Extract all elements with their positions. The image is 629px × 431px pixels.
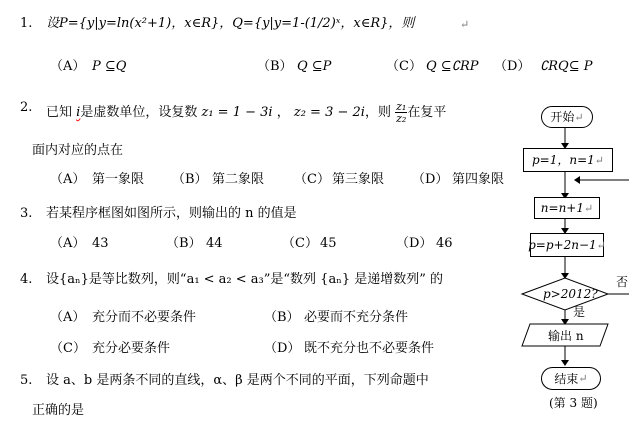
q1-option-c: Q ⊆∁RP bbox=[426, 59, 479, 74]
q4-option-d: 既不充分也不必要条件 bbox=[304, 341, 435, 356]
q1-option-a-label: （A） bbox=[50, 59, 86, 74]
flow-start: 开始 ↵ bbox=[541, 106, 593, 128]
q2-z2: z₂ = 3 − 2i bbox=[293, 105, 365, 120]
flow-step-n-label: n=n+1 bbox=[540, 201, 584, 215]
q3-option-d-label: （D） bbox=[396, 236, 433, 251]
q1-text: 设P={y|y=ln(x²+1)，x∈R}，Q={y|y=1-(1/2)ˣ，x∈R}，则 bbox=[46, 16, 415, 31]
flow-caption: (第 3 题) bbox=[549, 396, 598, 410]
q2-continuation: 面内对应的点在 bbox=[32, 143, 124, 158]
q2-option-b-label: （B） bbox=[172, 172, 208, 187]
q2-option-d-label: （D） bbox=[412, 172, 449, 187]
q1-option-d: ∁RQ⊆ P bbox=[540, 59, 593, 74]
q2-z1: z₁ = 1 − 3i bbox=[201, 105, 273, 120]
q5-text: 设 a、b 是两条不同的直线，α、β 是两个不同的平面，下列命题中 bbox=[46, 373, 429, 388]
flow-step-p-label: p=p+2n−1 bbox=[528, 238, 597, 252]
flow-output-label: 输出 n bbox=[548, 329, 584, 343]
q3-option-b-label: （B） bbox=[166, 236, 202, 251]
flow-init-label: p=1，n=1 bbox=[531, 153, 595, 167]
flow-start-label: 开始 bbox=[550, 110, 575, 124]
q4-number: 4. bbox=[20, 272, 33, 287]
q3-option-a-label: （A） bbox=[50, 236, 86, 251]
q2-option-a: 第一象限 bbox=[92, 172, 145, 187]
q4-option-c: 充分必要条件 bbox=[92, 341, 171, 356]
q4-option-b: 必要而不充分条件 bbox=[304, 310, 409, 325]
q2-fraction bbox=[395, 101, 407, 124]
q2-sep: ， bbox=[276, 105, 290, 120]
q5-continuation: 正确的是 bbox=[32, 403, 85, 418]
q1-option-a: P ⊆Q bbox=[92, 59, 127, 74]
q3-option-b: 44 bbox=[206, 236, 223, 251]
flow-init: p=1，n=1 ↵ bbox=[523, 148, 613, 172]
flow-no-label: 否 bbox=[616, 275, 629, 289]
q1-option-d-label: （D） bbox=[494, 59, 531, 74]
flow-end: 结束 ↵ bbox=[541, 367, 601, 390]
q4-option-c-label: （C） bbox=[50, 341, 86, 356]
q4-option-d-label: （D） bbox=[264, 341, 301, 356]
flow-cond-label: p>2012? bbox=[543, 287, 598, 301]
q2-text-a: 已知 bbox=[46, 105, 73, 120]
q2-text-c: ，则 bbox=[364, 105, 391, 120]
paragraph-mark: ↵ bbox=[460, 18, 470, 31]
flow-step-p: p=p+2n−1 ↵ bbox=[530, 233, 604, 257]
q2-option-a-label: （A） bbox=[50, 172, 86, 187]
q2-number: 2. bbox=[20, 100, 33, 115]
q3-text: 若某程序框图如图所示，则输出的 n 的值是 bbox=[46, 206, 297, 221]
q2-text-i: i bbox=[76, 105, 81, 120]
q1-number: 1. bbox=[20, 16, 33, 31]
q1-option-b-label: （B） bbox=[257, 59, 293, 74]
q3-number: 3. bbox=[20, 206, 33, 221]
q3-option-c: 45 bbox=[320, 236, 337, 251]
flow-step-n: n=n+1 ↵ bbox=[534, 197, 600, 219]
flow-end-label: 结束 bbox=[554, 371, 579, 386]
q2-option-c: 第三象限 bbox=[332, 172, 385, 187]
q4-option-a-label: （A） bbox=[50, 310, 86, 325]
q2-frac-den: z₂ bbox=[396, 112, 407, 125]
q4-text: 设{aₙ}是等比数列，则“a₁ < a₂ < a₃”是“数列 {aₙ} 是递增数列” 的 bbox=[46, 272, 444, 287]
q2-option-d: 第四象限 bbox=[452, 172, 505, 187]
q2-text-d: 在复平 bbox=[407, 105, 447, 120]
q1-option-c-label: （C） bbox=[386, 59, 422, 74]
q3-option-a: 43 bbox=[92, 236, 109, 251]
q1-option-b: Q ⊆P bbox=[297, 59, 332, 74]
q2-option-b: 第二象限 bbox=[212, 172, 265, 187]
q3-option-d: 46 bbox=[436, 236, 453, 251]
q2-text-b: 是虚数单位，设复数 bbox=[80, 105, 198, 120]
q4-option-a: 充分而不必要条件 bbox=[92, 310, 197, 325]
q2-option-c-label: （C） bbox=[294, 172, 330, 187]
q5-number: 5. bbox=[20, 373, 33, 388]
q2-frac-num: z₁ bbox=[396, 100, 407, 113]
flow-yes-label: 是 bbox=[573, 305, 586, 319]
q3-option-c-label: （C） bbox=[282, 236, 318, 251]
q4-option-b-label: （B） bbox=[264, 310, 300, 325]
